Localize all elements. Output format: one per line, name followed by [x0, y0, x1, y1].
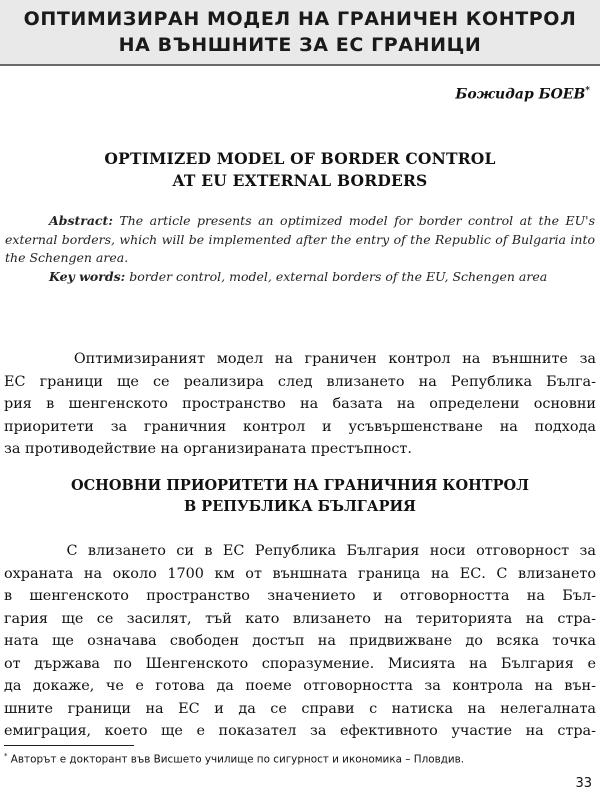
page-number: 33 — [575, 776, 592, 791]
keywords-text: border control, model, external borders of the EU, Schengen area — [125, 268, 548, 284]
body-line: гария ще се засилят, тъй като влизането на територията на стра- — [4, 610, 596, 627]
intro-line: приоритети за граничния контрол и усъвършенстване на подхода — [4, 418, 596, 435]
section-heading-line-1: ОСНОВНИ ПРИОРИТЕТИ НА ГРАНИЧНИЯ КОНТРОЛ — [71, 477, 529, 494]
abstract-label: Abstract: — [49, 213, 113, 228]
body-line: от държава по Шенгенското споразумение. Мисията на България е — [4, 655, 596, 672]
keywords-paragraph — [5, 268, 595, 287]
body-paragraph — [4, 540, 596, 743]
abstract-paragraph — [5, 212, 595, 268]
title-underline — [0, 64, 600, 66]
intro-line: рия в шенгенското пространство на базата на определени основни — [4, 396, 596, 412]
english-title — [0, 148, 600, 192]
footnote — [4, 752, 596, 765]
body-line: в шенгенското пространство значението и отговорността на Бъл- — [4, 588, 596, 604]
intro-line: Оптимизираният модел на граничен контрол на външните за — [4, 351, 596, 367]
body-line: ната ще означава свободен достъп на придвижване до всяка точка — [4, 633, 596, 649]
bulgarian-title-line-1: ОПТИМИЗИРАН МОДЕЛ НА ГРАНИЧЕН КОНТРОЛ — [23, 8, 577, 30]
author — [455, 86, 590, 103]
section-heading-line-2: В РЕПУБЛИКА БЪЛГАРИЯ — [184, 498, 416, 515]
intro-line: ЕС граници ще се реализира след влизането на Република Бълга- — [4, 373, 596, 390]
body-line: да докаже, че е готова да поеме отговорността за контрола на вън- — [4, 678, 596, 694]
footnote-mark: * — [4, 752, 8, 760]
abstract-text: The article presents an optimized model for border control at the EU's external borders, which will be implemented after the entry of the Republic of Bulgaria into the Schengen area. — [5, 213, 595, 265]
english-title-line-1: OPTIMIZED MODEL OF BORDER CONTROL — [104, 149, 496, 168]
author-name: Божидар БОЕВ — [455, 86, 586, 103]
footnote-text: Авторът е докторант във Висшето училище по сигурност и икономика – Пловдив. — [7, 753, 465, 766]
english-title-line-2: AT EU EXTERNAL BORDERS — [172, 171, 428, 190]
abstract-block — [5, 212, 595, 286]
intro-paragraph — [4, 348, 596, 461]
body-line: шните граници на ЕС и да се справи с натиска на нелегалната — [4, 700, 596, 717]
keywords-label: Key words: — [49, 268, 126, 284]
footnote-separator — [4, 745, 134, 746]
bulgarian-title — [0, 6, 600, 58]
body-line: охраната на около 1700 км от външната граница на ЕС. С влизането — [4, 565, 596, 582]
body-line: С влизането си в ЕС Република България носи отговорност за — [4, 543, 596, 559]
body-line: емиграция, което ще е показател за ефективното участие на стра- — [4, 723, 596, 739]
bulgarian-title-line-2: НА ВЪНШНИТЕ ЗА ЕС ГРАНИЦИ — [118, 34, 482, 56]
section-heading — [0, 475, 600, 517]
author-footnote-mark: * — [585, 86, 590, 96]
intro-line: за противодействие на организираната престъпност. — [4, 441, 412, 457]
